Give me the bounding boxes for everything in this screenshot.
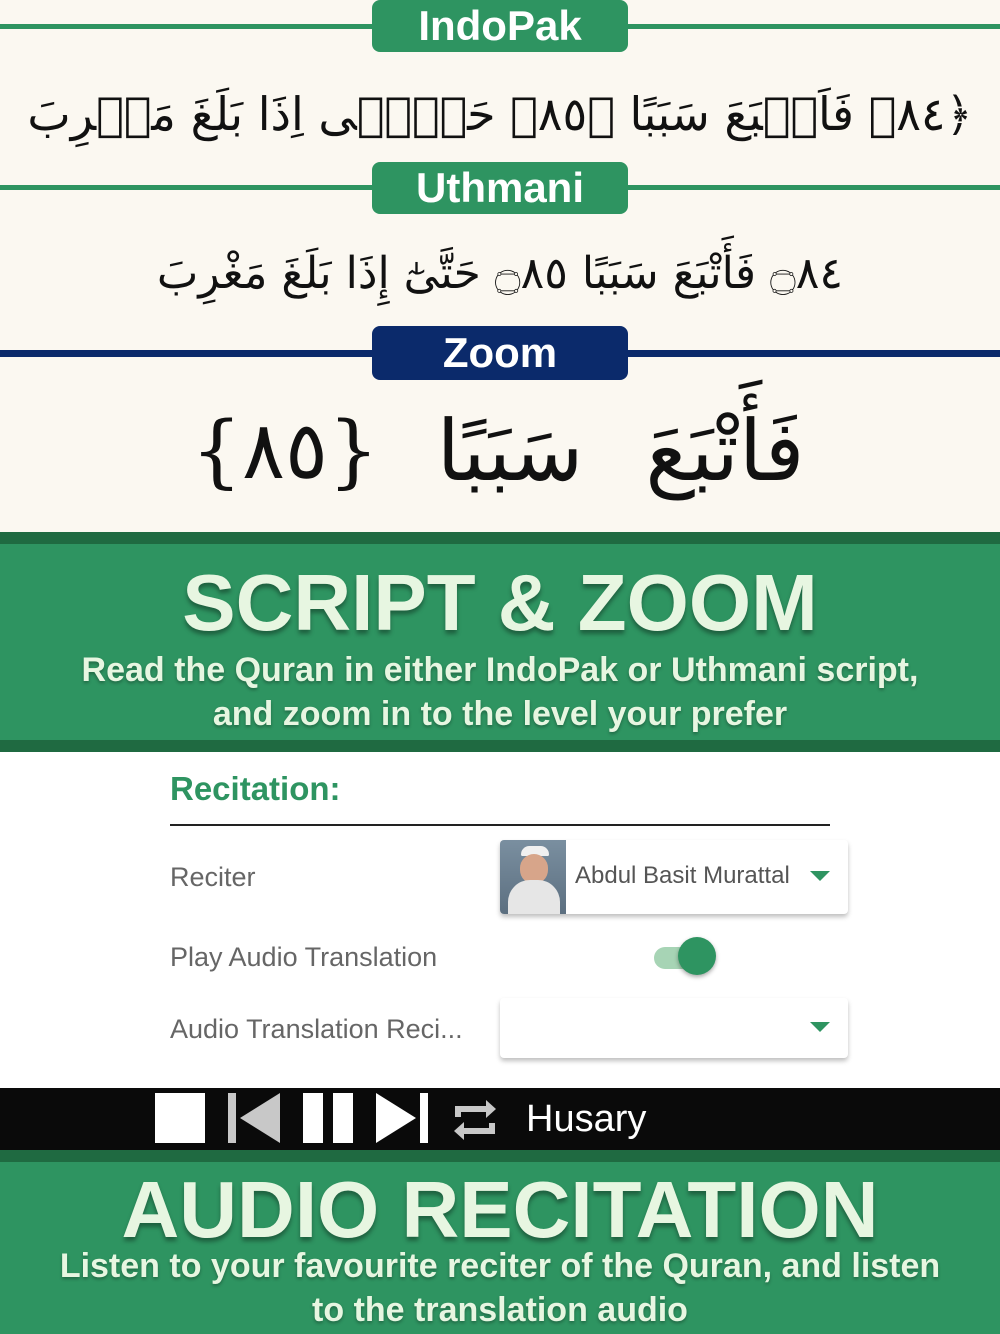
current-reciter-name: Husary — [526, 1098, 647, 1140]
recitation-heading: Recitation: — [170, 770, 341, 807]
zoom-section — [0, 326, 1000, 532]
next-icon[interactable] — [376, 1093, 428, 1143]
reciter-avatar — [500, 840, 566, 914]
audio-recitation-line-2: to the translation audio — [312, 1291, 688, 1329]
script-zoom-title: SCRIPT & ZOOM — [182, 558, 818, 647]
audio-band-top-edge — [0, 1150, 1000, 1162]
chevron-down-icon — [810, 871, 830, 881]
stop-icon[interactable] — [155, 1093, 205, 1143]
repeat-icon[interactable] — [452, 1095, 498, 1145]
indopak-label[interactable]: IndoPak — [372, 0, 628, 52]
indopak-section — [0, 0, 1000, 168]
audio-recitation-line-1: Listen to your favourite reciter of the Quran, and listen — [59, 1247, 941, 1285]
audio-recitation-banner — [0, 1162, 1000, 1334]
zoom-verse-marker: {٨٥} — [191, 404, 379, 497]
recitation-heading-divider — [170, 824, 830, 826]
translation-reciter-dropdown[interactable] — [500, 998, 848, 1058]
chevron-down-icon — [810, 1022, 830, 1032]
script-band-top-edge — [0, 532, 1000, 544]
reciter-label: Reciter — [170, 862, 256, 892]
script-zoom-banner — [0, 544, 1000, 740]
uthmani-label[interactable]: Uthmani — [372, 162, 628, 214]
zoom-label[interactable]: Zoom — [372, 326, 628, 380]
script-zoom-line-1: Read the Quran in either IndoPak or Uthmani script, — [81, 651, 919, 689]
zoom-word-sababa: سَبَبًا — [436, 402, 584, 500]
pause-icon[interactable] — [303, 1093, 353, 1143]
translation-reciter-label: Audio Translation Reci... — [170, 1014, 463, 1044]
audio-player-bar — [0, 1088, 1000, 1150]
play-translation-label: Play Audio Translation — [170, 942, 438, 972]
script-zoom-line-2: and zoom in to the level your prefer — [212, 695, 788, 733]
reciter-dropdown-value: Abdul Basit Murattal — [575, 862, 790, 889]
zoom-word-fatba: فَأَتْبَعَ — [645, 402, 805, 500]
script-band-bottom-edge — [0, 740, 1000, 752]
play-translation-toggle[interactable] — [654, 942, 714, 970]
previous-icon[interactable] — [228, 1093, 280, 1143]
indopak-verse: ﴿٨٤﴾ فَاَتۡبَعَ سَبَبًا ﴿٨٥﴾ حَتّٰۤى اِذَا بَلَغَ مَغۡرِبَ — [27, 87, 973, 141]
toggle-knob — [678, 937, 716, 975]
uthmani-section — [0, 160, 1000, 330]
uthmani-verse: ۝٨٤ فَأَتْبَعَ سَبَبًا ۝٨٥ حَتَّىٰٓ إِذَا بَلَغَ مَغْرِبَ — [156, 248, 844, 299]
recitation-settings-panel — [0, 752, 1000, 1088]
reciter-dropdown[interactable] — [500, 840, 848, 914]
audio-recitation-title: AUDIO RECITATION — [121, 1165, 879, 1254]
